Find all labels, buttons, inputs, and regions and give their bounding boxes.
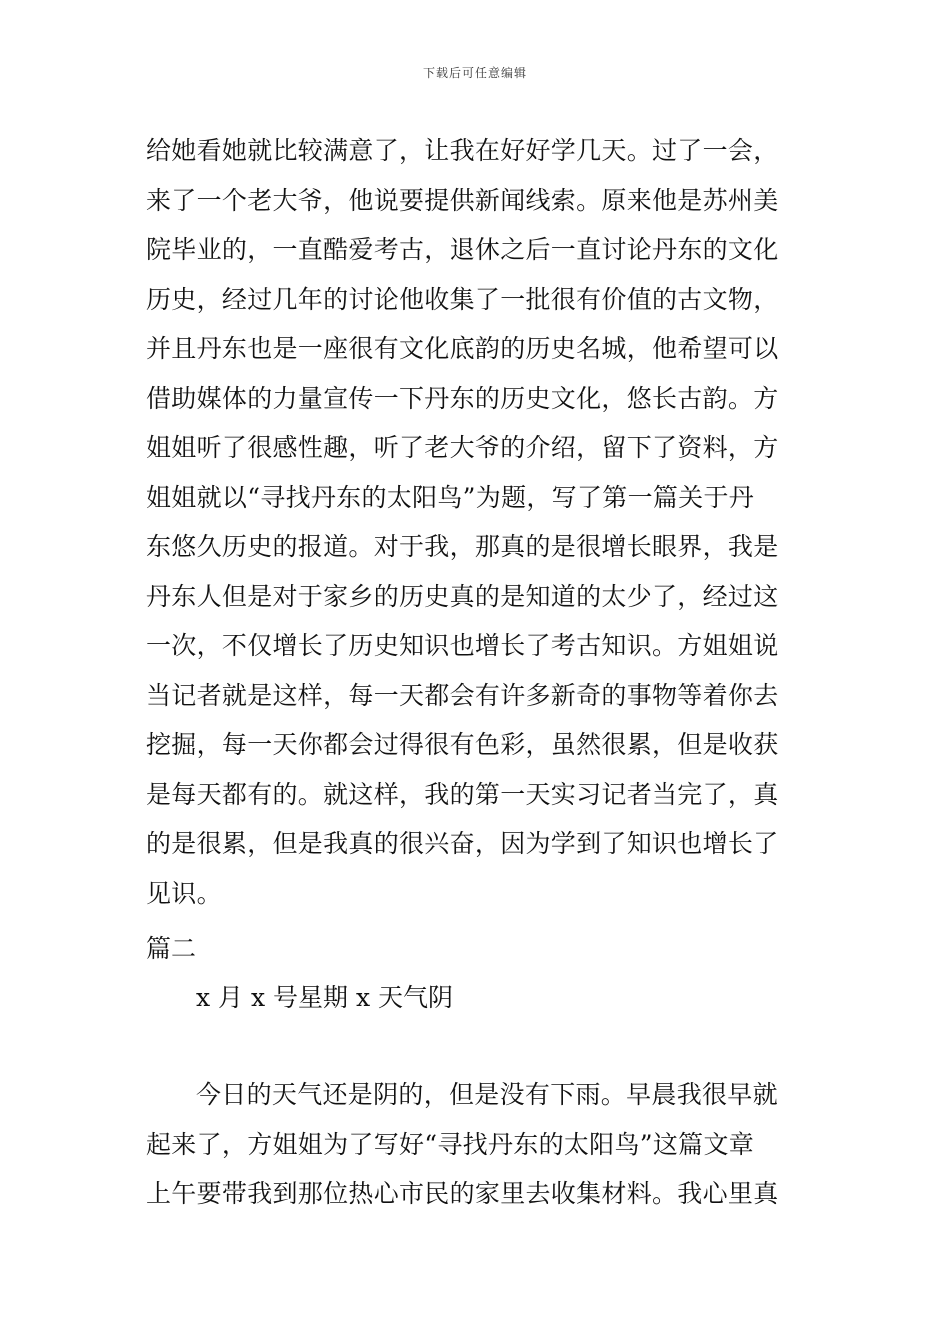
text-line: 今日的天气还是阴的，但是没有下雨。早晨我很早就 bbox=[196, 1080, 778, 1109]
text-line: 姐姐听了很感性趣，听了老大爷的介绍，留下了资料，方 bbox=[146, 433, 779, 462]
text-line: 院毕业的，一直酷爱考古，退休之后一直讨论丹东的文化 bbox=[146, 235, 779, 264]
text-line: 姐姐就以“寻找丹东的太阳鸟”为题，写了第一篇关于丹 bbox=[146, 482, 755, 512]
text-line: 丹东人但是对于家乡的历史真的是知道的太少了，经过这 bbox=[146, 581, 779, 611]
text-line: 见识。 bbox=[146, 878, 222, 908]
text-line: 东悠久历史的报道。对于我，那真的是很增长眼界，我是 bbox=[146, 532, 779, 561]
text-line: 来了一个老大爷，他说要提供新闻线索。原来他是苏州美 bbox=[146, 185, 779, 215]
text-line: 历史，经过几年的讨论他收集了一批很有价值的古文物， bbox=[146, 284, 779, 314]
text-line: 的是很累，但是我真的很兴奋，因为学到了知识也增长了 bbox=[146, 829, 779, 858]
date-weather-line: x 月 x 号星期 x 天气阴 bbox=[196, 983, 454, 1012]
text-line: 借助媒体的力量宣传一下丹东的历史文化，悠长古韵。方 bbox=[146, 383, 779, 413]
text-line: 是每天都有的。就这样，我的第一天实习记者当完了，真 bbox=[146, 779, 779, 809]
text-line: 给她看她就比较满意了，让我在好好学几天。过了一会， bbox=[146, 136, 779, 165]
section-heading: 篇二 bbox=[146, 934, 197, 963]
text-line: 挖掘，每一天你都会过得很有色彩，虽然很累，但是收获 bbox=[146, 730, 779, 759]
text-line: 当记者就是这样，每一天都会有许多新奇的事物等着你去 bbox=[146, 680, 779, 710]
header-note: 下载后可任意编辑 bbox=[422, 66, 527, 80]
text-line: 并且丹东也是一座很有文化底韵的历史名城，他希望可以 bbox=[146, 334, 779, 363]
text-line: 起来了，方姐姐为了写好“寻找丹东的太阳鸟”这篇文章 bbox=[146, 1129, 755, 1159]
text-line: 上午要带我到那位热心市民的家里去收集材料。我心里真 bbox=[146, 1179, 779, 1208]
paragraph-2 bbox=[146, 1070, 808, 1219]
paragraph-1 bbox=[146, 126, 808, 918]
text-line: 一次，不仅增长了历史知识也增长了考古知识。方姐姐说 bbox=[146, 631, 779, 660]
